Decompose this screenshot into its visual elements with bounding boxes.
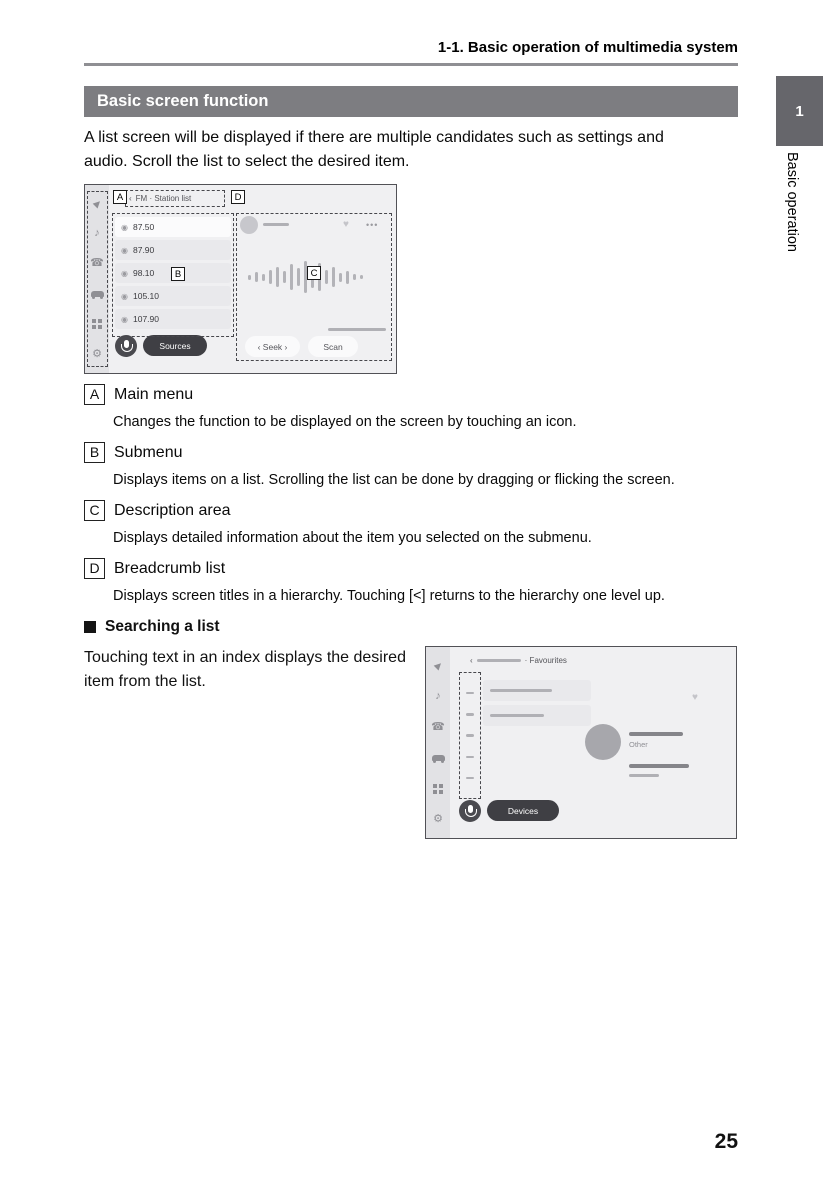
callout-label-b: B bbox=[171, 267, 185, 281]
legend-item-d bbox=[84, 558, 738, 579]
radio-icon: ◉ bbox=[121, 245, 128, 255]
station-frequency: 105.10 bbox=[132, 291, 159, 301]
legend-description-c: Displays detailed information about the item you selected on the submenu. bbox=[113, 530, 592, 546]
favourite-heart-icon: ♥ bbox=[692, 692, 698, 703]
favourites-screenshot bbox=[425, 646, 737, 839]
breadcrumb-text: FM · Station list bbox=[135, 194, 192, 203]
legend-key-c: C bbox=[84, 500, 105, 521]
legend-title-d: Breadcrumb list bbox=[114, 559, 226, 577]
navigation-icon: ▶ bbox=[431, 659, 444, 672]
radio-icon: ◉ bbox=[121, 291, 128, 301]
legend-item-b bbox=[84, 442, 738, 463]
legend-key-a: A bbox=[84, 384, 105, 405]
more-options-icon: ••• bbox=[366, 220, 379, 230]
illustration-main-menu bbox=[426, 647, 450, 838]
legend-description-d: Displays screen titles in a hierarchy. Touching [<] returns to the hierarchy one level up. bbox=[113, 588, 665, 604]
settings-gear-icon: ⚙ bbox=[92, 347, 102, 360]
subsection-searching-a-list bbox=[84, 618, 738, 636]
radio-icon: ◉ bbox=[121, 222, 128, 232]
contact-avatar bbox=[585, 724, 621, 760]
legend-description-b: Displays items on a list. Scrolling the list can be done by dragging or flicking the screen. bbox=[113, 472, 675, 488]
contact-name-placeholder bbox=[490, 689, 552, 692]
contact-name-placeholder bbox=[490, 714, 544, 717]
index-letter-placeholder bbox=[466, 692, 474, 695]
legend-key-d: D bbox=[84, 558, 105, 579]
breadcrumb-placeholder bbox=[477, 659, 521, 662]
favourite-list-item bbox=[483, 680, 591, 701]
favourite-list-item bbox=[483, 705, 591, 726]
seek-button: ‹ Seek › bbox=[245, 336, 300, 357]
index-letter-placeholder bbox=[466, 777, 474, 780]
audio-icon: ♪ bbox=[435, 689, 441, 702]
car-icon bbox=[432, 751, 445, 764]
legend-description-a: Changes the function to be displayed on the screen by touching an icon. bbox=[113, 414, 577, 430]
station-frequency: 87.90 bbox=[132, 245, 155, 255]
legend-item-c bbox=[84, 500, 738, 521]
index-letter-placeholder bbox=[466, 756, 474, 759]
page-number: 25 bbox=[714, 1130, 738, 1153]
callout-box-breadcrumb bbox=[125, 190, 225, 207]
phone-icon: ☎ bbox=[431, 720, 445, 733]
number-type-placeholder bbox=[629, 774, 659, 777]
legend-item-a bbox=[84, 384, 738, 405]
contact-name-placeholder bbox=[629, 732, 683, 736]
intro-text: A list screen will be displayed if there are multiple candidates such as settings and audio. Scroll the list to select the desired item. bbox=[84, 129, 664, 170]
legend-key-b: B bbox=[84, 442, 105, 463]
callout-box-description-area bbox=[236, 213, 392, 361]
page-content bbox=[84, 86, 738, 839]
navigation-icon: ▶ bbox=[90, 197, 103, 210]
section-banner: Basic screen function bbox=[84, 86, 738, 117]
back-chevron-icon: ‹ bbox=[129, 194, 132, 203]
callout-box-index bbox=[459, 672, 481, 799]
apps-grid-icon bbox=[433, 782, 443, 795]
phone-number-placeholder bbox=[629, 764, 689, 768]
legend-title-c: Description area bbox=[114, 501, 231, 519]
favourite-heart-icon: ♥ bbox=[343, 219, 349, 230]
microphone-button bbox=[115, 335, 137, 357]
subsection-title: Searching a list bbox=[105, 618, 220, 635]
station-frequency: 87.50 bbox=[132, 222, 155, 232]
station-frequency: 98.10 bbox=[132, 268, 155, 278]
station-frequency: 107.90 bbox=[132, 314, 159, 324]
legend-title-b: Submenu bbox=[114, 443, 183, 461]
scan-button: Scan bbox=[308, 336, 358, 357]
settings-gear-icon: ⚙ bbox=[433, 812, 443, 825]
contact-category-label: Other bbox=[629, 740, 648, 749]
legend-title-a: Main menu bbox=[114, 385, 194, 403]
callout-label-d: D bbox=[231, 190, 245, 204]
index-letter-placeholder bbox=[466, 734, 474, 737]
station-list-screenshot bbox=[84, 184, 397, 374]
index-letter-placeholder bbox=[466, 713, 474, 716]
microphone-button bbox=[459, 800, 481, 822]
sources-button: Sources bbox=[143, 335, 207, 356]
back-chevron-icon: ‹ bbox=[470, 656, 473, 665]
chapter-side-label: Basic operation bbox=[784, 152, 800, 252]
phone-icon: ☎ bbox=[90, 257, 104, 270]
page-header: 1-1. Basic operation of multimedia system bbox=[437, 39, 738, 56]
audio-icon: ♪ bbox=[94, 227, 100, 240]
callout-label-c: C bbox=[307, 266, 321, 280]
searching-text: Touching text in an index displays the desired item from the list. bbox=[84, 649, 406, 690]
radio-icon: ◉ bbox=[121, 268, 128, 278]
breadcrumb bbox=[470, 656, 567, 665]
chapter-number-tab: 1 bbox=[776, 76, 823, 146]
callout-label-a: A bbox=[113, 190, 127, 204]
header-rule bbox=[84, 63, 738, 66]
callout-box-main-menu bbox=[87, 191, 108, 367]
breadcrumb-text: · Favourites bbox=[524, 656, 567, 665]
devices-button: Devices bbox=[487, 800, 559, 821]
radio-icon: ◉ bbox=[121, 314, 128, 324]
square-bullet bbox=[84, 621, 96, 633]
